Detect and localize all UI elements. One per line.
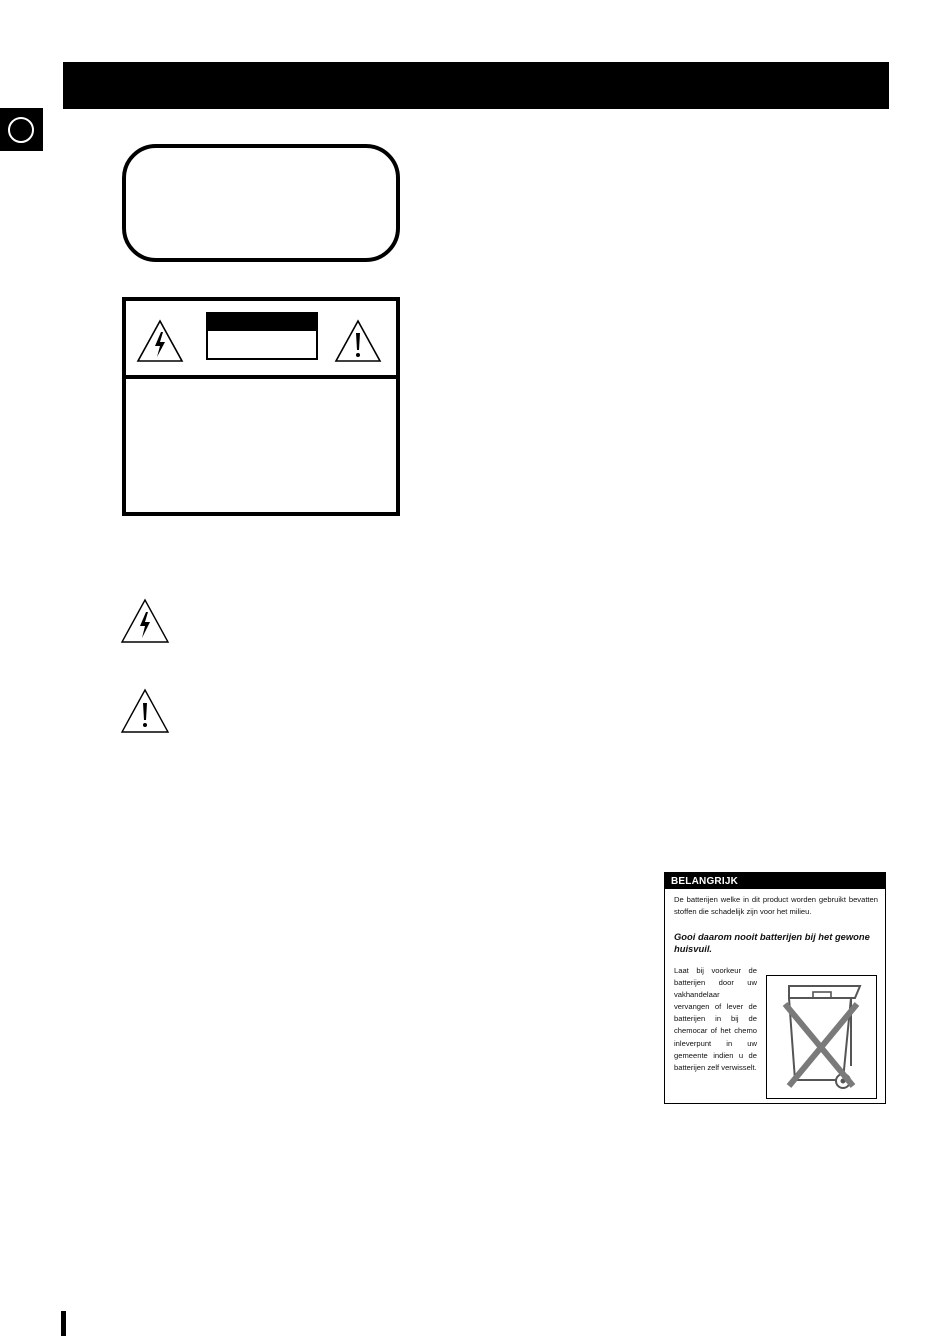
bin-illustration bbox=[766, 975, 877, 1099]
exclamation-warning-icon bbox=[334, 319, 382, 363]
circle-icon bbox=[8, 117, 34, 143]
lightning-warning-icon bbox=[136, 319, 184, 363]
caution-label-bar bbox=[208, 314, 316, 331]
caution-label bbox=[206, 312, 318, 360]
page-marker bbox=[61, 1311, 66, 1336]
lightning-warning-icon bbox=[120, 598, 170, 644]
rounded-label-box bbox=[122, 144, 400, 262]
battery-notice bbox=[664, 872, 886, 1104]
notice-text-2: Gooi daarom nooit batterijen bij het gewone huisvuil. bbox=[674, 931, 870, 954]
notice-text-3: Laat bij voorkeur de batterijen door uw vakhandelaar vervangen of lever de batterijen in bij de chemocar of het chemo inleverpunt in uw gemeente indien u de batterijen zelf verwisselt. bbox=[674, 966, 757, 1072]
exclamation-warning-icon bbox=[120, 688, 170, 734]
caution-divider bbox=[126, 375, 396, 379]
crossed-out-bin-icon bbox=[767, 976, 876, 1098]
language-tab bbox=[0, 108, 43, 151]
notice-text-1: De batterijen welke in dit product worden gebruikt bevatten stoffen die schadelijk zijn voor het milieu. bbox=[674, 895, 878, 916]
header-bar bbox=[63, 62, 889, 109]
caution-label-box bbox=[122, 297, 400, 516]
notice-heading: BELANGRIJK bbox=[665, 873, 885, 889]
